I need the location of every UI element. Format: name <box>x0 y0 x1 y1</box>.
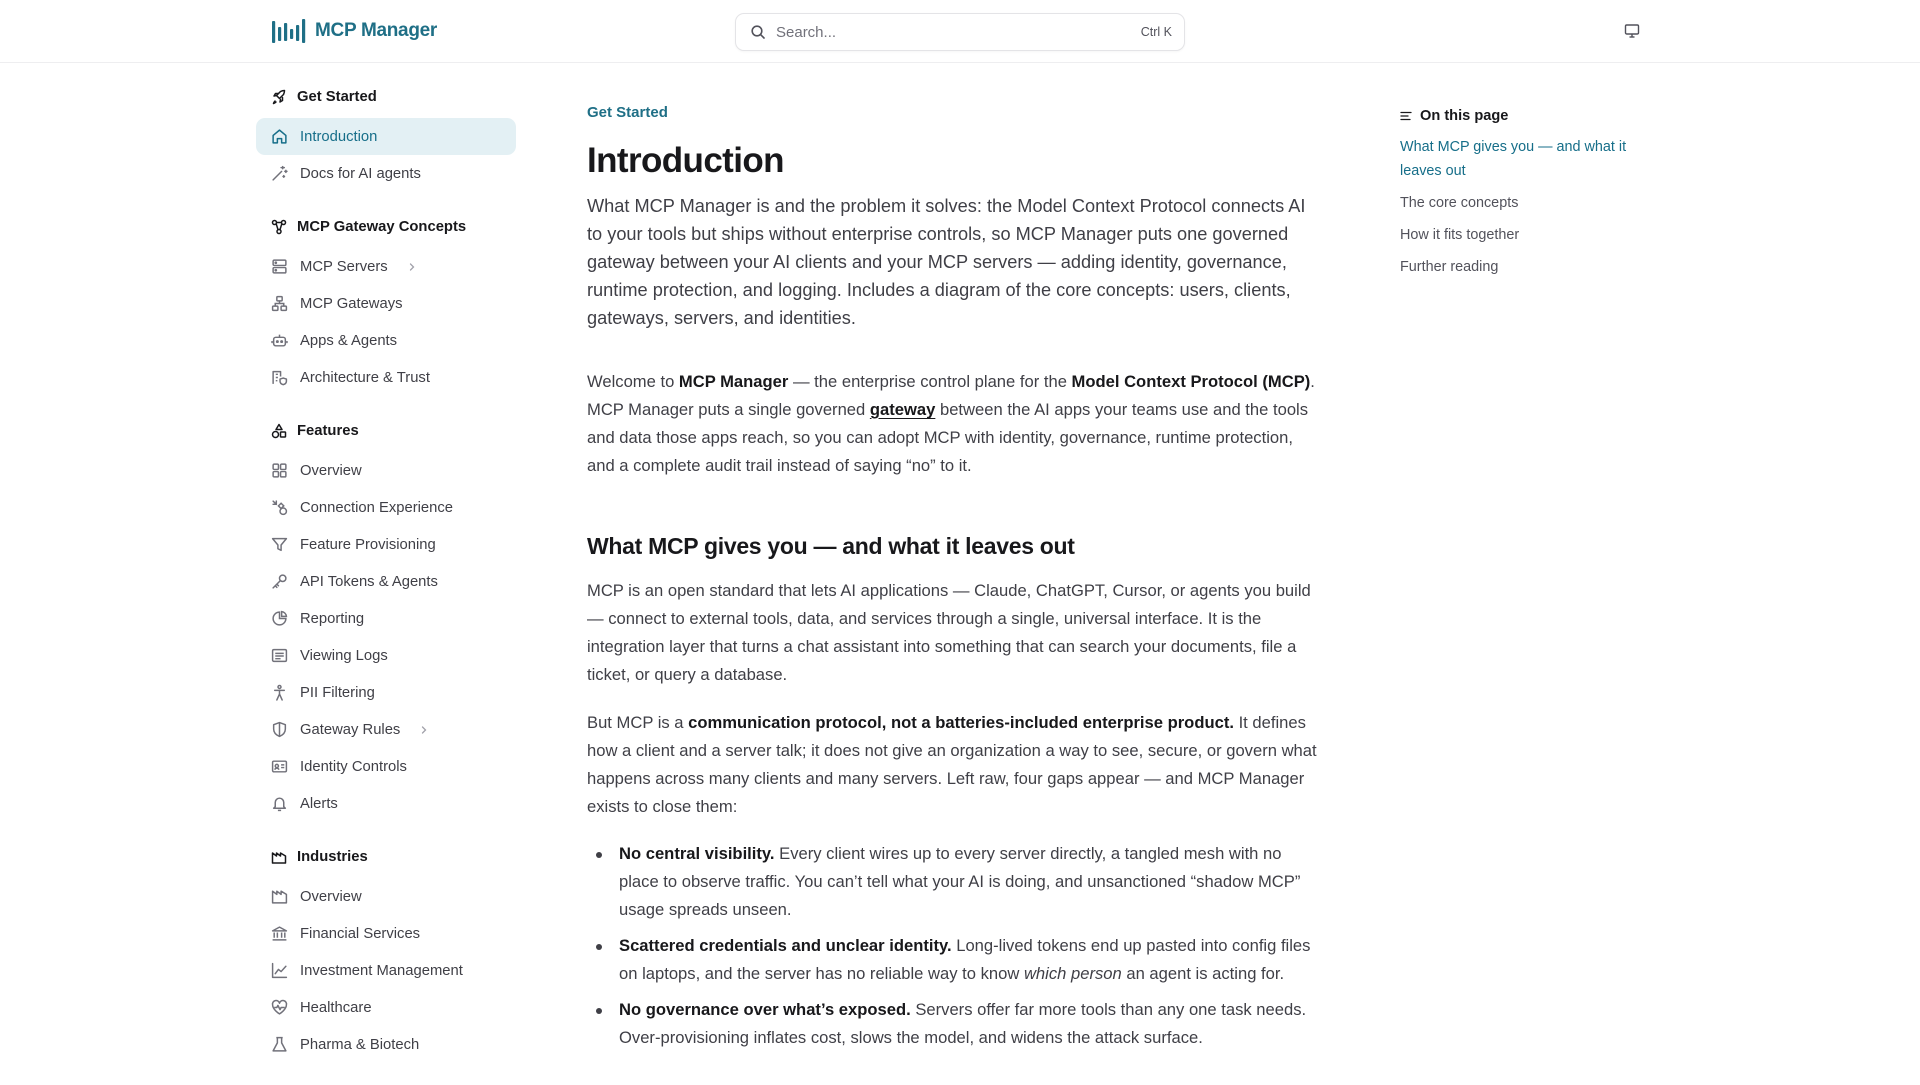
grid-icon <box>271 462 288 479</box>
search-icon <box>750 24 766 40</box>
rocket-icon <box>271 89 287 105</box>
text-run: But MCP is a <box>587 713 689 732</box>
sidebar-item-reporting[interactable] <box>256 600 516 637</box>
sidebar-item-label: Overview <box>300 888 362 905</box>
main-content <box>587 104 1317 1060</box>
sidebar-item-apps-and-agents[interactable] <box>256 322 516 359</box>
toc-link-further-reading[interactable]: Further reading <box>1400 259 1499 275</box>
sidebar-item-label: Overview <box>300 462 362 479</box>
bold-text: Scattered credentials and unclear identity. <box>619 936 952 955</box>
sidebar-item-label: MCP Servers <box>300 258 388 275</box>
list-item <box>587 932 1317 988</box>
sidebar-item-label: Apps & Agents <box>300 332 398 349</box>
server-icon <box>271 258 288 275</box>
sidebar-section-label: MCP Gateway Concepts <box>297 219 467 235</box>
protocol-paragraph <box>587 709 1317 821</box>
list-item <box>587 996 1317 1052</box>
search-placeholder: Search... <box>776 23 837 41</box>
mcp-paragraph: MCP is an open standard that lets AI applications — Claude, ChatGPT, Cursor, or agents you build — connect to external tools, data, and services through a single, universal interface. It is the integration layer that turns a chat assistant into something that can search your documents, file a ticket, or query a database. <box>587 581 1311 684</box>
text-run: . MCP Manager puts a single governed <box>587 372 1315 419</box>
id-card-icon <box>271 758 288 775</box>
chevron-right-icon <box>418 724 430 736</box>
person-standing-icon <box>271 684 288 701</box>
filter-icon <box>271 536 288 553</box>
shapes-icon <box>271 423 287 439</box>
sidebar-item-connection-experience[interactable] <box>256 489 516 526</box>
sidebar-item-label: API Tokens & Agents <box>300 573 438 590</box>
sidebar-item-pharma-biotech[interactable] <box>256 1026 516 1063</box>
text-run: Every client wires up to every server directly, a tangled mesh with no place to observe traffic. You can’t tell what your AI is doing, and unsanctioned “shadow MCP” usage spreads unseen. <box>619 844 1301 919</box>
table-of-contents <box>1400 105 1660 279</box>
sidebar-item-label: Investment Management <box>300 962 463 979</box>
sidebar-item-gateway-rules[interactable] <box>256 711 516 748</box>
sidebar-section-industries <box>256 844 516 1063</box>
gaps-list <box>587 840 1317 1052</box>
building-shield-icon <box>271 369 288 386</box>
sidebar-item-label: Viewing Logs <box>300 647 388 664</box>
sidebar-item-label: MCP Gateways <box>300 295 403 312</box>
text-run: — the enterprise control plane for the <box>788 372 1072 391</box>
sidebar-item-mcp-gateways[interactable] <box>256 285 516 322</box>
sidebar-item-label: Gateway Rules <box>300 721 401 738</box>
sidebar-section-title <box>256 84 516 110</box>
toc-link-core-concepts[interactable]: The core concepts <box>1400 195 1519 211</box>
sidebar-item-features-overview[interactable] <box>256 452 516 489</box>
text-run: an agent is acting for. <box>1121 964 1285 983</box>
sidebar-item-api-tokens-agents[interactable] <box>256 563 516 600</box>
wand-icon <box>271 165 288 182</box>
sidebar-section-get-started <box>256 84 516 192</box>
sidebar-item-label: Architecture & Trust <box>300 369 430 386</box>
italic-text: which person <box>1023 964 1122 983</box>
sidebar-item-viewing-logs[interactable] <box>256 637 516 674</box>
factory-icon <box>271 849 287 865</box>
bold-text: MCP Manager <box>678 372 789 391</box>
sidebar-item-identity-controls[interactable] <box>256 748 516 785</box>
sidebar-item-feature-provisioning[interactable] <box>256 526 516 563</box>
key-icon <box>271 573 288 590</box>
sidebar-item-mcp-servers[interactable] <box>256 248 516 285</box>
bell-icon <box>271 795 288 812</box>
search-input[interactable] <box>735 13 1185 51</box>
sidebar-item-financial-services[interactable] <box>256 915 516 952</box>
bold-text: No governance over what’s exposed. <box>619 1000 911 1019</box>
text-run: It defines how a client and a server talk; it does not give an organization a way to see, secure, or govern what happens across many clients and many servers. Left raw, four gaps appear — and MCP Manager exists to close them: <box>587 713 1317 816</box>
sidebar-section-label: Features <box>297 423 359 439</box>
factory-outline-icon <box>271 888 288 905</box>
sidebar-section-title <box>256 214 516 240</box>
sidebar-item-pii-filtering[interactable] <box>256 674 516 711</box>
sidebar-item-label: Identity Controls <box>300 758 407 775</box>
page-description: What MCP Manager is and the problem it solves: the Model Context Protocol connects AI to your tools but ships without enterprise controls, so MCP Manager puts one governed gateway between your AI clients and your MCP servers — adding identity, governance, runtime protection, and logging. Includes a diagram of the core concepts: users, clients, gateways, servers, and identities. <box>587 196 1306 328</box>
top-header <box>0 0 1920 63</box>
logo-link[interactable] <box>272 17 437 45</box>
logo-text: MCP Manager <box>315 20 437 41</box>
search-shortcut: Ctrl K <box>1140 25 1172 39</box>
sidebar-item-label: Healthcare <box>300 999 372 1016</box>
chevron-right-icon <box>406 261 418 273</box>
sidebar-section-label: Industries <box>297 849 368 865</box>
sidebar-item-label: Connection Experience <box>300 499 453 516</box>
sidebar-item-label: Reporting <box>300 610 365 627</box>
sidebar-item-healthcare[interactable] <box>256 989 516 1026</box>
toc-title-label: On this page <box>1420 108 1509 124</box>
plug-icon <box>271 499 288 516</box>
bold-text: communication protocol, not a batteries-included enterprise product. <box>688 713 1234 732</box>
heart-pulse-icon <box>271 999 288 1016</box>
sidebar-item-label: Alerts <box>300 795 338 812</box>
trend-line-icon <box>271 962 288 979</box>
flask-icon <box>271 1036 288 1053</box>
section-heading: What MCP gives you — and what it leaves out <box>587 533 1075 559</box>
bold-text: Model Context Protocol (MCP) <box>1071 372 1311 391</box>
pie-chart-icon <box>271 610 288 627</box>
gateway-icon <box>271 295 288 312</box>
align-left-icon <box>1400 110 1412 122</box>
text-run: between the AI apps your teams use and the tools and data those apps reach, so you can adopt MCP with identity, governance, runtime protection, and a complete audit trail instead of saying “no” to it. <box>587 400 1309 475</box>
sidebar-item-label: Docs for AI agents <box>300 165 421 182</box>
text-run: Servers offer far more tools than any one task needs. Over-provisioning inflates cost, slows the model, and widens the attack surface. <box>619 1000 1307 1047</box>
monitor-icon <box>1624 23 1640 39</box>
text-run: Welcome to <box>587 372 679 391</box>
sidebar-section-title <box>256 418 516 444</box>
sidebar-item-label: Introduction <box>300 128 378 145</box>
sidebar-item-label: Feature Provisioning <box>300 536 436 553</box>
sidebar-item-label: Pharma & Biotech <box>300 1036 420 1053</box>
sidebar-item-label: Financial Services <box>300 925 421 942</box>
welcome-paragraph <box>587 368 1317 480</box>
sidebar-item-industries-overview[interactable] <box>256 878 516 915</box>
page-title: Introduction <box>587 141 784 180</box>
toc-link-what-mcp-gives-you[interactable]: What MCP gives you — and what it leaves out <box>1400 139 1627 179</box>
sidebar-section-label: Get Started <box>297 89 377 105</box>
sidebar-item-alerts[interactable] <box>256 785 516 822</box>
bot-icon <box>271 332 288 349</box>
theme-toggle-button[interactable] <box>1622 21 1642 41</box>
sidebar-section-features <box>256 418 516 822</box>
sidebar-section-gateway-concepts <box>256 214 516 396</box>
bank-icon <box>271 925 288 942</box>
list-item <box>587 840 1317 924</box>
sidebar-item-docs-for-ai-agents[interactable] <box>256 155 516 192</box>
sidebar-item-architecture-trust[interactable] <box>256 359 516 396</box>
sidebar-nav <box>256 84 516 1085</box>
sidebar-section-title <box>256 844 516 870</box>
breadcrumb[interactable]: Get Started <box>587 104 668 121</box>
toc-link-how-it-fits-together[interactable]: How it fits together <box>1400 227 1520 243</box>
text-run: Long-lived tokens end up pasted into config files on laptops, and the server has no reliable way to know <box>619 936 1311 983</box>
sidebar-item-label: PII Filtering <box>300 684 375 701</box>
sidebar-item-investment-management[interactable] <box>256 952 516 989</box>
shield-icon <box>271 721 288 738</box>
home-icon <box>271 128 288 145</box>
network-icon <box>271 219 287 235</box>
bold-text: No central visibility. <box>619 844 775 863</box>
toc-title <box>1400 105 1660 127</box>
logo-bars-icon <box>272 17 306 45</box>
gateway-link[interactable]: gateway <box>869 400 936 419</box>
logs-icon <box>271 647 288 664</box>
sidebar-item-introduction[interactable] <box>256 118 516 155</box>
